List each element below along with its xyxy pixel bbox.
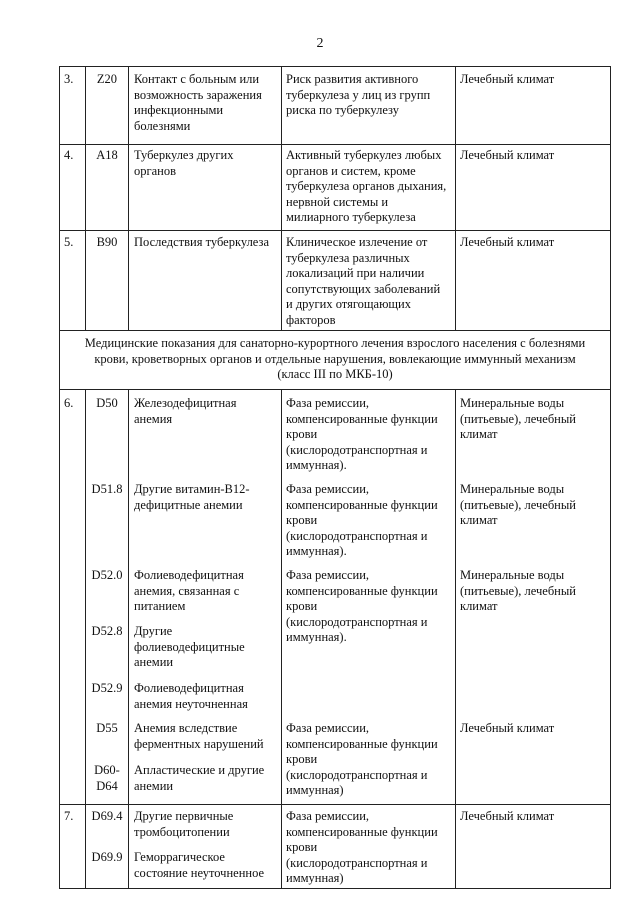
icd-code: D69.4 bbox=[91, 809, 123, 823]
treatment-method: Лечебный климат bbox=[460, 235, 555, 249]
row-number: 3. bbox=[64, 72, 74, 86]
icd-code: Z20 bbox=[96, 72, 118, 86]
indication: Клиническое излечение от туберкулеза различных локализаций при наличии сопутствующих заболеваний и других отягощающих факторов bbox=[286, 235, 441, 327]
icd-code: D60- D64 bbox=[94, 763, 120, 793]
treatment-method: Лечебный климат bbox=[460, 721, 555, 735]
icd-code: D69.9 bbox=[91, 850, 123, 864]
disease-name: Другие витамин-B12- дефицитные анемии bbox=[134, 482, 250, 512]
row-number: 5. bbox=[64, 235, 74, 249]
icd-code: B90 bbox=[96, 235, 118, 249]
treatment-method: Минеральные воды (питьевые), лечебный климат bbox=[460, 568, 576, 613]
treatment-method: Минеральные воды (питьевые), лечебный климат bbox=[460, 396, 576, 441]
disease-name: Фолиеводефицитная анемия, связанная с питанием bbox=[134, 568, 244, 613]
indication: Активный туберкулез любых органов и систем, кроме туберкулеза органов дыхания, нервной системы и милиарного туберкулеза bbox=[286, 148, 447, 224]
page-number: 2 bbox=[316, 36, 324, 51]
treatment-method: Лечебный климат bbox=[460, 72, 555, 86]
icd-code: D55 bbox=[96, 721, 118, 735]
indication: Фаза ремиссии, компенсированные функции крови (кислородотранспортная и иммунная) bbox=[286, 721, 438, 797]
disease-name: Железодефицитная анемия bbox=[134, 396, 237, 426]
icd-code: D52.0 bbox=[91, 568, 123, 582]
indication: Фаза ремиссии, компенсированные функции крови (кислородотранспортная и иммунная) bbox=[286, 809, 438, 885]
indication: Фаза ремиссии, компенсированные функции крови (кислородотранспортная и иммунная). bbox=[286, 482, 438, 558]
treatment-method: Лечебный климат bbox=[460, 809, 555, 823]
icd-code: D52.9 bbox=[91, 681, 123, 695]
icd-code: D50 bbox=[96, 396, 118, 410]
indication: Фаза ремиссии, компенсированные функции крови (кислородотранспортная и иммунная). bbox=[286, 396, 438, 472]
disease-name: Геморрагическое состояние неуточненное bbox=[134, 850, 265, 880]
icd-code: D52.8 bbox=[91, 624, 123, 638]
row-number: 4. bbox=[64, 148, 74, 162]
disease-name: Туберкулез других органов bbox=[134, 148, 234, 178]
indication: Риск развития активного туберкулеза у лиц из групп риска по туберкулезу bbox=[286, 72, 431, 117]
row-number: 7. bbox=[64, 809, 74, 823]
treatment-method: Лечебный климат bbox=[460, 148, 555, 162]
disease-name: Контакт с больным или возможность заражения инфекционными болезнями bbox=[134, 72, 262, 133]
icd-code: D51.8 bbox=[91, 482, 123, 496]
disease-name: Анемия вследствие ферментных нарушений bbox=[134, 721, 264, 751]
icd-code: A18 bbox=[96, 148, 118, 162]
disease-name: Другие фолиеводефицитные анемии bbox=[134, 624, 245, 669]
indication: Фаза ремиссии, компенсированные функции крови (кислородотранспортная и иммунная). bbox=[286, 568, 438, 644]
disease-name: Другие первичные тромбоцитопении bbox=[134, 809, 234, 839]
disease-name: Последствия туберкулеза bbox=[134, 235, 269, 249]
section-header: Медицинские показания для санаторно-курортного лечения взрослого населения с болезнями крови, кроветворных органов и отдельные нарушения, вовлекающие иммунный механизм (класс III по МКБ-10) bbox=[84, 336, 586, 381]
row-number: 6. bbox=[64, 396, 74, 410]
disease-name: Фолиеводефицитная анемия неуточненная bbox=[134, 681, 248, 711]
disease-name: Апластические и другие анемии bbox=[134, 763, 265, 793]
treatment-method: Минеральные воды (питьевые), лечебный климат bbox=[460, 482, 576, 527]
